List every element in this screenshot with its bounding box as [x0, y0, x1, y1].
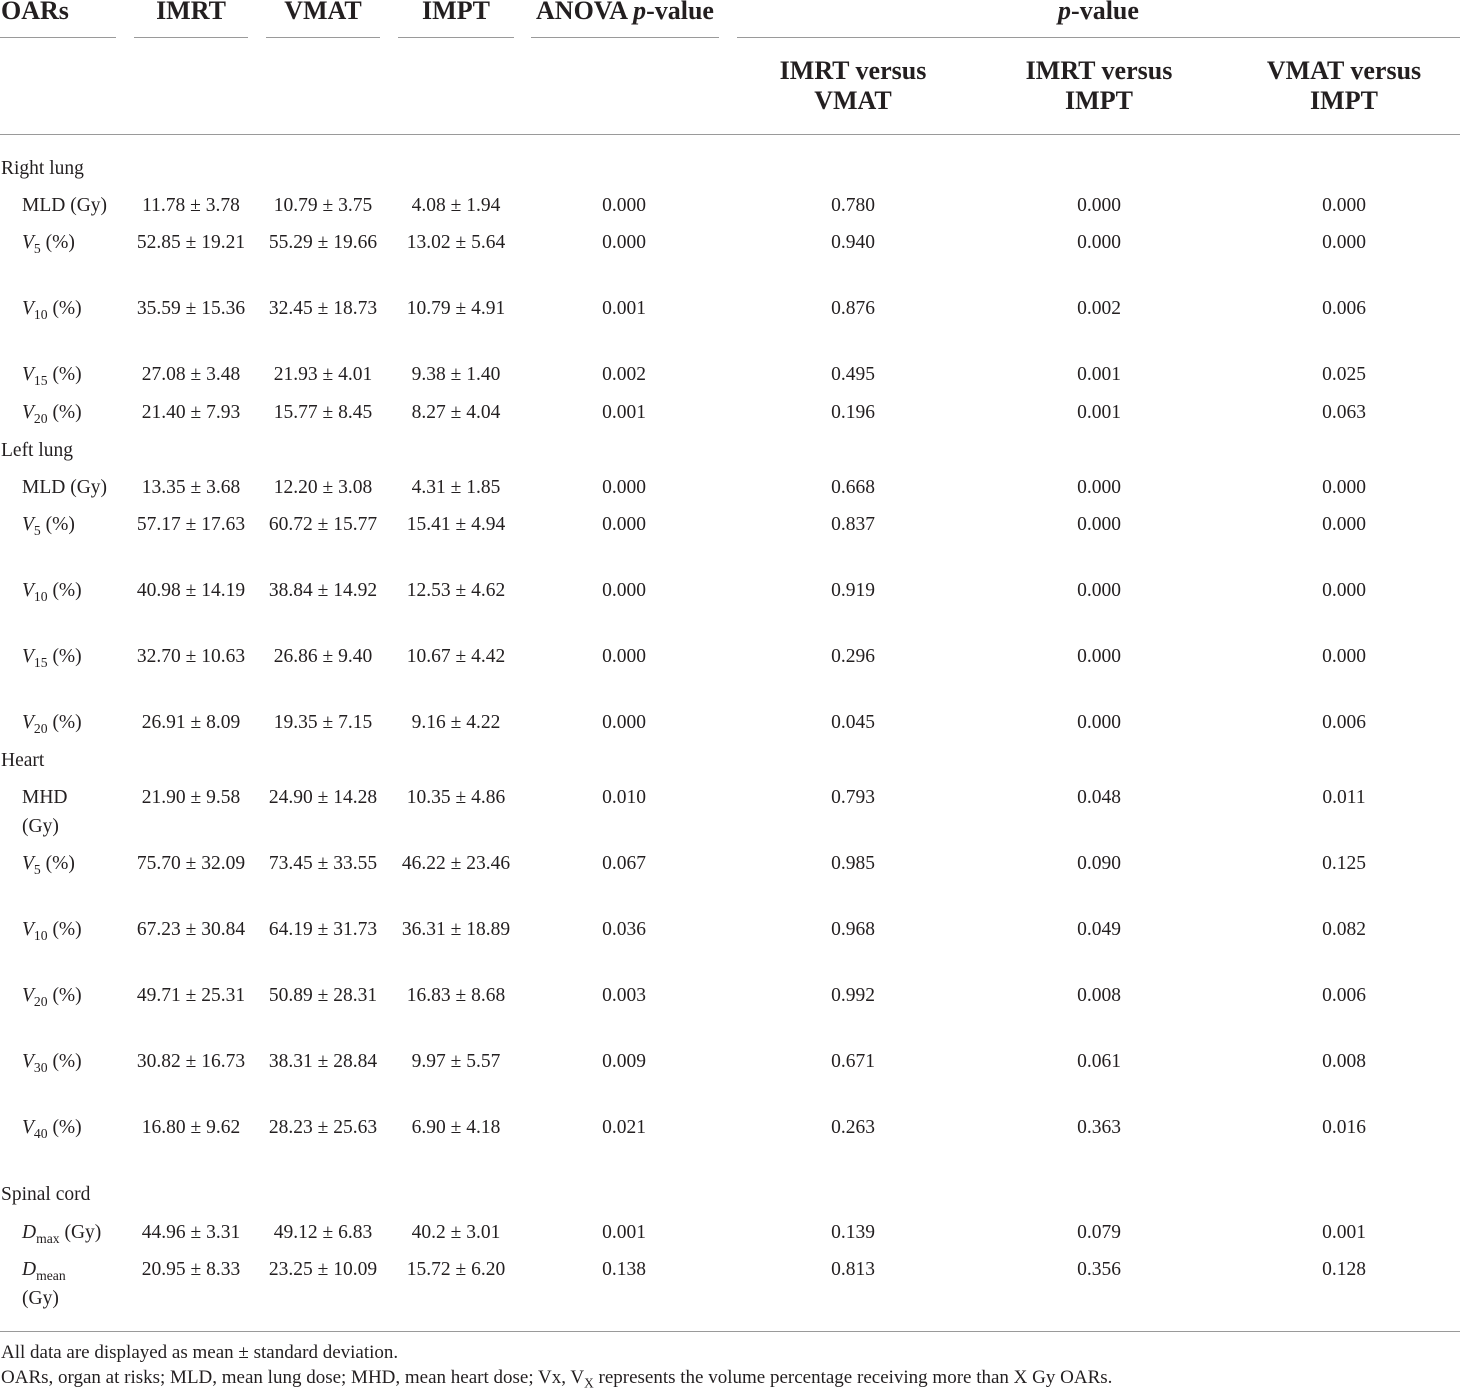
- cell-imrt: 49.71 ± 25.31: [136, 985, 246, 1006]
- row-label-unit: (%): [47, 1051, 82, 1072]
- cell-p2: 0.048: [1077, 787, 1121, 808]
- cell-imrt: 57.17 ± 17.63: [136, 514, 246, 535]
- cell-p2: 0.000: [1077, 195, 1121, 216]
- cell-impt: 16.83 ± 8.68: [406, 985, 506, 1006]
- cell-imrt: 16.80 ± 9.62: [141, 1117, 241, 1138]
- row-label: [22, 849, 75, 878]
- header-bottom-rule: [0, 134, 1460, 135]
- cell-p1: 0.671: [831, 1051, 875, 1072]
- subheader-vmat-vs-impt: VMAT versus IMPT: [1266, 56, 1422, 115]
- group-label: Right lung: [1, 158, 84, 179]
- cell-impt: 10.79 ± 4.91: [406, 298, 506, 319]
- row-label: [22, 191, 107, 220]
- cell-p2: 0.061: [1077, 1051, 1121, 1072]
- row-label-unit: (%): [47, 580, 82, 601]
- row-label-unit: (%): [40, 232, 75, 253]
- cell-p2: 0.000: [1077, 514, 1121, 535]
- row-label-sub: max: [36, 1230, 60, 1246]
- cell-vmat: 21.93 ± 4.01: [273, 364, 373, 385]
- cell-impt: 4.31 ± 1.85: [411, 477, 501, 498]
- cell-p3: 0.000: [1322, 646, 1366, 667]
- cell-impt: 10.35 ± 4.86: [406, 787, 506, 808]
- row-label: [22, 228, 75, 257]
- col-header-anova: [531, 0, 719, 28]
- row-label: [22, 1218, 101, 1247]
- cell-p1: 0.196: [831, 402, 875, 423]
- group-label: Left lung: [1, 440, 74, 461]
- row-label-sub: 5: [33, 522, 41, 538]
- cell-vmat: 24.90 ± 14.28: [268, 787, 378, 808]
- cell-p3: 0.000: [1322, 232, 1366, 253]
- cell-anova: 0.010: [602, 787, 646, 808]
- anova-p: p: [633, 0, 647, 25]
- cell-imrt: 44.96 ± 3.31: [141, 1222, 241, 1243]
- cell-impt: 9.16 ± 4.22: [411, 712, 501, 733]
- group-label: Heart: [1, 750, 45, 771]
- row-label-main: V: [22, 514, 34, 535]
- cell-anova: 0.000: [602, 580, 646, 601]
- cell-p2: 0.001: [1077, 402, 1121, 423]
- cell-imrt: 11.78 ± 3.78: [142, 195, 240, 216]
- row-label-unit: (%): [47, 646, 82, 667]
- row-label-unit: (%): [40, 514, 75, 535]
- cell-p3: 0.006: [1322, 298, 1366, 319]
- cell-impt: 46.22 ± 23.46: [401, 853, 511, 874]
- cell-p3: 0.025: [1322, 364, 1366, 385]
- cell-anova: 0.000: [602, 477, 646, 498]
- cell-p3: 0.082: [1322, 919, 1366, 940]
- cell-p2: 0.000: [1077, 580, 1121, 601]
- cell-imrt: 30.82 ± 16.73: [136, 1051, 246, 1072]
- header-rule-imrt: [134, 37, 248, 38]
- row-label-unit: (%): [47, 298, 82, 319]
- cell-imrt: 21.90 ± 9.58: [141, 787, 241, 808]
- cell-impt: 15.41 ± 4.94: [406, 514, 506, 535]
- cell-anova: 0.002: [602, 364, 646, 385]
- cell-p1: 0.968: [831, 919, 875, 940]
- cell-p2: 0.079: [1077, 1222, 1121, 1243]
- row-label-main: D: [22, 1259, 37, 1280]
- cell-impt: 9.97 ± 5.57: [411, 1051, 501, 1072]
- cell-p2: 0.000: [1077, 712, 1121, 733]
- cell-vmat: 28.23 ± 25.63: [268, 1117, 378, 1138]
- row-label-main: V: [22, 646, 34, 667]
- cell-p2: 0.090: [1077, 853, 1121, 874]
- row-label-sub: 20: [33, 410, 48, 426]
- cell-vmat: 12.20 ± 3.08: [273, 477, 373, 498]
- footnote-2-post: represents the volume percentage receiving more than X Gy OARs.: [593, 1367, 1113, 1388]
- row-label-unit: (%): [47, 919, 82, 940]
- anova-suffix: -value: [646, 0, 714, 25]
- cell-imrt: 40.98 ± 14.19: [136, 580, 246, 601]
- cell-anova: 0.067: [602, 853, 646, 874]
- cell-p2: 0.356: [1077, 1259, 1121, 1280]
- row-label-sub: 40: [33, 1125, 48, 1141]
- row-label: [22, 783, 106, 841]
- row-label-unit: (Gy): [22, 1288, 59, 1309]
- cell-p1: 0.940: [831, 232, 875, 253]
- cell-p1: 0.139: [831, 1222, 875, 1243]
- row-label-unit: (Gy): [59, 1222, 102, 1243]
- row-label-main: MHD (Gy): [22, 787, 68, 837]
- row-label-main: V: [22, 1117, 34, 1138]
- subheader-imrt-vs-impt: IMRT versus IMPT: [1025, 56, 1173, 115]
- row-label: [22, 1113, 82, 1142]
- header-rule-vmat: [266, 37, 380, 38]
- cell-imrt: 20.95 ± 8.33: [141, 1259, 241, 1280]
- cell-impt: 40.2 ± 3.01: [411, 1222, 501, 1243]
- cell-impt: 13.02 ± 5.64: [406, 232, 506, 253]
- cell-imrt: 52.85 ± 19.21: [136, 232, 246, 253]
- group-label: Spinal cord: [1, 1184, 91, 1205]
- cell-anova: 0.000: [602, 195, 646, 216]
- row-label-main: V: [22, 712, 34, 733]
- cell-anova: 0.009: [602, 1051, 646, 1072]
- col-header-impt: IMPT: [422, 0, 490, 25]
- cell-impt: 4.08 ± 1.94: [411, 195, 501, 216]
- cell-p3: 0.006: [1322, 985, 1366, 1006]
- cell-vmat: 60.72 ± 15.77: [268, 514, 378, 535]
- row-label: [22, 642, 82, 671]
- row-label-main: V: [22, 298, 34, 319]
- cell-p3: 0.063: [1322, 402, 1366, 423]
- cell-p3: 0.006: [1322, 712, 1366, 733]
- header-rule-anova: [531, 37, 719, 38]
- cell-impt: 9.38 ± 1.40: [411, 364, 501, 385]
- row-label: [22, 473, 107, 502]
- cell-p3: 0.000: [1322, 580, 1366, 601]
- cell-vmat: 26.86 ± 9.40: [273, 646, 373, 667]
- row-label-unit: (%): [47, 364, 82, 385]
- row-label: [22, 294, 82, 323]
- cell-p3: 0.000: [1322, 477, 1366, 498]
- cell-anova: 0.001: [602, 402, 646, 423]
- row-label-unit: (%): [40, 853, 75, 874]
- cell-imrt: 67.23 ± 30.84: [136, 919, 246, 940]
- row-label: [22, 915, 82, 944]
- row-label-unit: (%): [47, 985, 82, 1006]
- cell-imrt: 27.08 ± 3.48: [141, 364, 241, 385]
- row-label-unit: (%): [47, 402, 82, 423]
- cell-p2: 0.000: [1077, 232, 1121, 253]
- row-label-unit: (%): [47, 712, 82, 733]
- row-label-main: V: [22, 232, 34, 253]
- cell-p1: 0.837: [831, 514, 875, 535]
- cell-impt: 6.90 ± 4.18: [411, 1117, 501, 1138]
- row-label: [22, 1047, 82, 1076]
- footnote-1: All data are displayed as mean ± standard deviation.: [1, 1342, 399, 1363]
- cell-anova: 0.000: [602, 646, 646, 667]
- cell-p2: 0.363: [1077, 1117, 1121, 1138]
- cell-anova: 0.003: [602, 985, 646, 1006]
- cell-p3: 0.011: [1322, 787, 1366, 808]
- col-header-oars: OARs: [1, 0, 69, 25]
- cell-impt: 12.53 ± 4.62: [406, 580, 506, 601]
- header-rule-oars: [0, 37, 116, 38]
- col-header-pvalue: [737, 0, 1460, 28]
- subheader-imrt-vs-vmat: IMRT versus VMAT: [779, 56, 927, 115]
- cell-vmat: 73.45 ± 33.55: [268, 853, 378, 874]
- row-label: [22, 708, 82, 737]
- cell-p2: 0.000: [1077, 477, 1121, 498]
- row-label-main: V: [22, 853, 34, 874]
- row-label-main: V: [22, 402, 34, 423]
- row-label: [22, 510, 75, 539]
- row-label-main: MLD (Gy): [22, 195, 108, 216]
- cell-anova: 0.036: [602, 919, 646, 940]
- row-label: [22, 398, 82, 427]
- cell-p3: 0.128: [1322, 1259, 1366, 1280]
- header-rule-pvalue: [737, 37, 1460, 38]
- cell-anova: 0.138: [602, 1259, 646, 1280]
- cell-p3: 0.016: [1322, 1117, 1366, 1138]
- cell-vmat: 49.12 ± 6.83: [273, 1222, 373, 1243]
- cell-p1: 0.876: [831, 298, 875, 319]
- cell-impt: 15.72 ± 6.20: [406, 1259, 506, 1280]
- cell-p1: 0.296: [831, 646, 875, 667]
- row-label-sub: 5: [33, 861, 41, 877]
- cell-imrt: 21.40 ± 7.93: [141, 402, 241, 423]
- row-label-main: V: [22, 919, 34, 940]
- cell-imrt: 26.91 ± 8.09: [141, 712, 241, 733]
- cell-p2: 0.049: [1077, 919, 1121, 940]
- cell-p1: 0.668: [831, 477, 875, 498]
- cell-imrt: 13.35 ± 3.68: [141, 477, 241, 498]
- row-label: [22, 360, 82, 389]
- cell-imrt: 75.70 ± 32.09: [136, 853, 246, 874]
- cell-vmat: 32.45 ± 18.73: [268, 298, 378, 319]
- cell-p2: 0.008: [1077, 985, 1121, 1006]
- cell-anova: 0.001: [602, 298, 646, 319]
- row-label: [22, 1255, 106, 1313]
- row-label-main: V: [22, 985, 34, 1006]
- cell-impt: 10.67 ± 4.42: [406, 646, 506, 667]
- cell-vmat: 19.35 ± 7.15: [273, 712, 373, 733]
- row-label-sub: 10: [33, 927, 48, 943]
- col-header-imrt: IMRT: [156, 0, 226, 25]
- footnote-2: [1, 1366, 1112, 1390]
- row-label-sub: 15: [33, 654, 48, 670]
- cell-p1: 0.495: [831, 364, 875, 385]
- cell-vmat: 38.31 ± 28.84: [268, 1051, 378, 1072]
- cell-p1: 0.992: [831, 985, 875, 1006]
- cell-vmat: 10.79 ± 3.75: [273, 195, 373, 216]
- cell-vmat: 15.77 ± 8.45: [273, 402, 373, 423]
- cell-vmat: 23.25 ± 10.09: [268, 1259, 378, 1280]
- cell-p1: 0.813: [831, 1259, 875, 1280]
- cell-anova: 0.000: [602, 712, 646, 733]
- cell-p3: 0.008: [1322, 1051, 1366, 1072]
- cell-p3: 0.000: [1322, 514, 1366, 535]
- cell-impt: 8.27 ± 4.04: [411, 402, 501, 423]
- row-label-sub: 15: [33, 372, 48, 388]
- cell-anova: 0.021: [602, 1117, 646, 1138]
- cell-anova: 0.001: [602, 1222, 646, 1243]
- row-label: [22, 981, 82, 1010]
- cell-impt: 36.31 ± 18.89: [401, 919, 511, 940]
- pvalue-p: p: [1058, 0, 1072, 25]
- cell-p2: 0.002: [1077, 298, 1121, 319]
- footnote-2-pre: OARs, organ at risks; MLD, mean lung dose; MHD, mean heart dose; Vx, V: [1, 1367, 585, 1388]
- cell-p3: 0.001: [1322, 1222, 1366, 1243]
- row-label-main: V: [22, 580, 34, 601]
- table-bottom-rule: [0, 1331, 1460, 1332]
- cell-vmat: 38.84 ± 14.92: [268, 580, 378, 601]
- pvalue-suffix: -value: [1071, 0, 1139, 25]
- row-label-main: D: [22, 1222, 37, 1243]
- footnote-2-sub: X: [584, 1375, 594, 1391]
- cell-p1: 0.045: [831, 712, 875, 733]
- cell-anova: 0.000: [602, 232, 646, 253]
- row-label-sub: 10: [33, 306, 48, 322]
- cell-p2: 0.000: [1077, 646, 1121, 667]
- cell-p1: 0.919: [831, 580, 875, 601]
- cell-p3: 0.125: [1322, 853, 1366, 874]
- row-label-main: MLD (Gy): [22, 477, 108, 498]
- cell-imrt: 32.70 ± 10.63: [136, 646, 246, 667]
- cell-vmat: 55.29 ± 19.66: [268, 232, 378, 253]
- cell-p3: 0.000: [1322, 195, 1366, 216]
- cell-imrt: 35.59 ± 15.36: [136, 298, 246, 319]
- row-label-unit: (%): [47, 1117, 82, 1138]
- anova-prefix: ANOVA: [536, 0, 634, 25]
- cell-vmat: 64.19 ± 31.73: [268, 919, 378, 940]
- row-label-sub: mean: [36, 1267, 66, 1283]
- row-label-main: V: [22, 364, 34, 385]
- row-label-sub: 5: [33, 240, 41, 256]
- header-rule-impt: [398, 37, 514, 38]
- row-label-sub: 20: [33, 993, 48, 1009]
- row-label-main: V: [22, 1051, 34, 1072]
- cell-p1: 0.263: [831, 1117, 875, 1138]
- cell-p1: 0.985: [831, 853, 875, 874]
- row-label-sub: 30: [33, 1059, 48, 1075]
- col-header-vmat: VMAT: [284, 0, 362, 25]
- row-label-sub: 10: [33, 588, 48, 604]
- cell-p1: 0.793: [831, 787, 875, 808]
- row-label: [22, 576, 82, 605]
- row-label-sub: 20: [33, 720, 48, 736]
- cell-p1: 0.780: [831, 195, 875, 216]
- cell-vmat: 50.89 ± 28.31: [268, 985, 378, 1006]
- cell-anova: 0.000: [602, 514, 646, 535]
- cell-p2: 0.001: [1077, 364, 1121, 385]
